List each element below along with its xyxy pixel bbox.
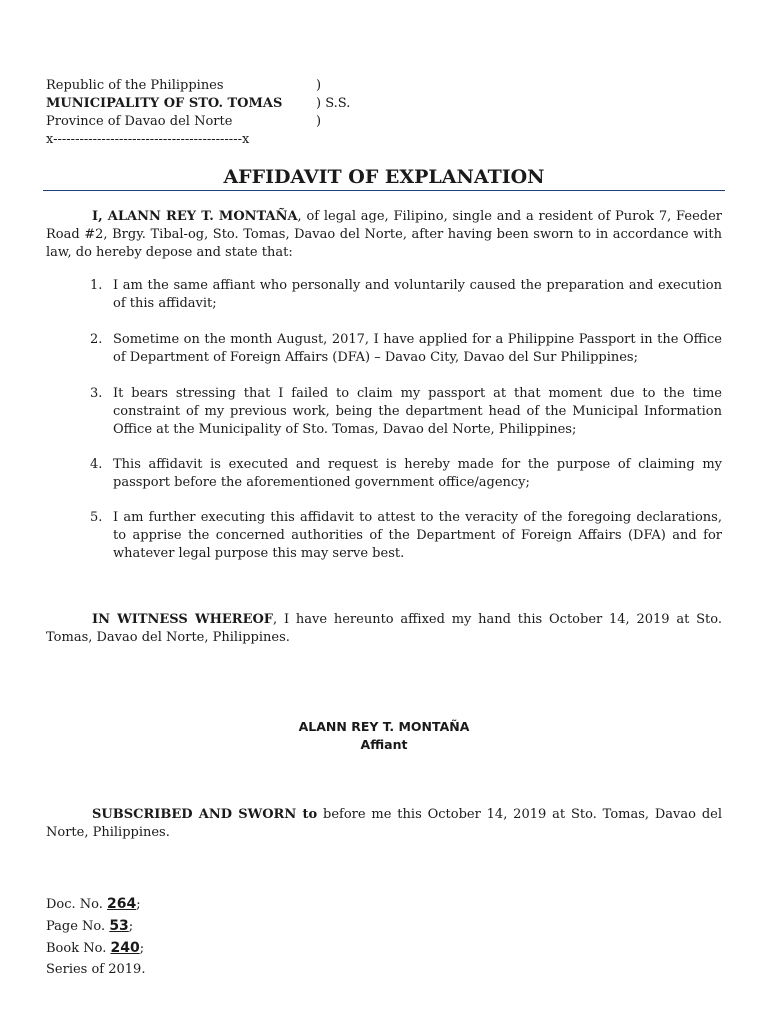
page-number: 53 — [109, 918, 129, 934]
signature-name: ALANN REY T. MONTAÑA — [298, 719, 470, 734]
series-row: Series of 2019. — [46, 962, 146, 977]
semicolon: ; — [139, 941, 145, 956]
page-number-label: Page No. — [46, 919, 110, 934]
doc-number: 264 — [107, 896, 137, 912]
list-item-number: 1. — [90, 278, 103, 293]
semicolon: ; — [136, 897, 141, 912]
list-item-text: I am the same affiant who personally and voluntarily caused the preparation and execution of this affidavit; — [113, 278, 722, 311]
venue-paren: ) — [316, 78, 322, 93]
venue-separator: x-------------------------------------------x — [46, 132, 250, 147]
venue-country-text: Republic of the Philippines — [46, 78, 224, 93]
list-item-text: I am further executing this affidavit to attest to the veracity of the foregoing declarations, to apprise the concerned authorities of the Department of Foreign Affairs (DFA) and for whatever legal purpose this may serve best. — [113, 510, 722, 561]
venue-province-text: Province of Davao del Norte — [46, 114, 233, 129]
list-item-number: 2. — [90, 332, 103, 347]
page-number-row — [46, 915, 346, 937]
doc-number-row — [46, 893, 346, 915]
venue-block — [46, 77, 366, 149]
list-item — [46, 331, 722, 367]
list-item — [46, 509, 722, 563]
semicolon: ; — [128, 919, 134, 934]
jurat-paragraph — [46, 806, 722, 842]
statements-list — [46, 277, 722, 563]
witness-lead: IN WITNESS WHEREOF — [92, 612, 274, 627]
list-item-text: It bears stressing that I failed to claim my passport at that moment due to the time constraint of my previous work, being the department head of the Municipal Information Office at the Municipality of Sto. Tomas, Davao del Norte, Philippines; — [113, 386, 722, 437]
venue-province — [46, 113, 366, 131]
book-number: 240 — [110, 940, 140, 956]
list-item — [46, 385, 722, 439]
venue-municipality — [46, 95, 366, 113]
document-title: AFFIDAVIT OF EXPLANATION — [43, 165, 725, 191]
list-item-text: This affidavit is executed and request is hereby made for the purpose of claiming my passport before the aforementioned government office/agency; — [113, 457, 722, 490]
jurat-text: before me this October 14, 2019 at Sto. Tomas, Davao del Norte, Philippines. — [46, 807, 723, 840]
affiant-name-inline: I, ALANN REY T. MONTAÑA — [92, 209, 298, 224]
notarial-reference — [46, 893, 346, 981]
witness-text: , I have hereunto affixed my hand this October 14, 2019 at Sto. Tomas, Davao del Norte, Philippines. — [46, 612, 722, 645]
list-item-text: Sometime on the month August, 2017, I have applied for a Philippine Passport in the Office of Department of Foreign Affairs (DFA) – Davao City, Davao del Sur Philippines; — [113, 332, 722, 365]
list-item — [46, 456, 722, 492]
venue-municipality-text: MUNICIPALITY OF STO. TOMAS — [46, 96, 283, 111]
venue-paren: ) — [316, 114, 322, 129]
intro-paragraph — [46, 208, 722, 262]
list-item — [46, 277, 722, 313]
list-item-number: 4. — [90, 457, 103, 472]
book-number-label: Book No. — [46, 941, 111, 956]
signature-role: Affiant — [360, 737, 408, 752]
list-item-number: 5. — [90, 510, 103, 525]
jurat-lead: SUBSCRIBED AND SWORN to — [92, 807, 318, 822]
book-number-row — [46, 937, 346, 959]
doc-number-label: Doc. No. — [46, 897, 108, 912]
venue-ss: ) S.S. — [316, 96, 351, 111]
list-item-number: 3. — [90, 386, 103, 401]
witness-paragraph — [46, 611, 722, 647]
intro-text: , of legal age, Filipino, single and a resident of Purok 7, Feeder Road #2, Brgy. Tibal-og, Sto. Tomas, Davao del Norte, after having been sworn to in accordance with law, do hereby depose and state that: — [46, 209, 722, 260]
venue-country — [46, 77, 366, 95]
